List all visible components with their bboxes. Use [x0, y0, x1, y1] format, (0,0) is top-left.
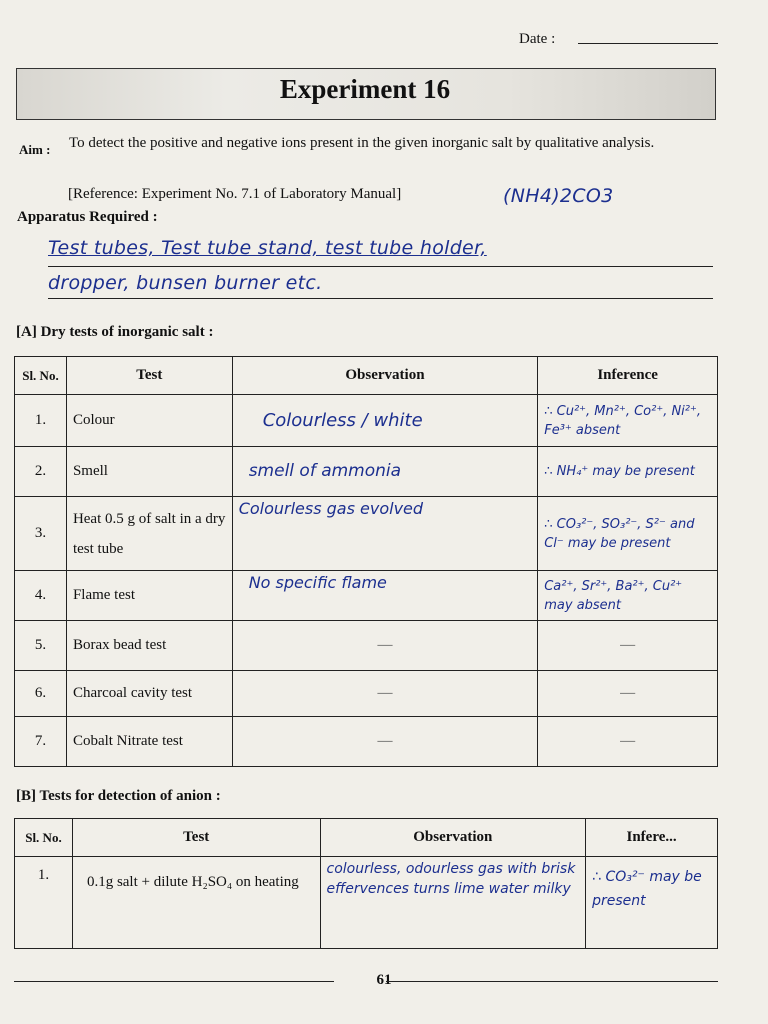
date-label: Date :: [519, 31, 556, 47]
row-number: 5.: [15, 621, 67, 671]
footer-rule-right: [386, 981, 718, 982]
table-header-row: [15, 819, 718, 857]
section-b-heading: [B] Tests for detection of anion :: [16, 788, 221, 804]
test-name: Charcoal cavity test: [66, 671, 232, 717]
table-header-row: [15, 357, 718, 395]
row-number: 6.: [15, 671, 67, 717]
observation-handwritten: No specific flame: [232, 571, 538, 621]
row-number: 4.: [15, 571, 67, 621]
apparatus-line-1: Test tubes, Test tube stand, test tube holder,: [48, 237, 487, 259]
page-number: 61: [376, 972, 392, 988]
inference-handwritten: Ca²⁺, Sr²⁺, Ba²⁺, Cu²⁺ may absent: [538, 571, 718, 621]
col-header-inference: Infere...: [586, 819, 718, 857]
inference-blank: —: [538, 621, 718, 671]
row-number: 2.: [15, 447, 67, 497]
col-header-observation: Observation: [232, 357, 538, 395]
col-header-test: Test: [72, 819, 320, 857]
row-number: 1.: [15, 857, 73, 949]
col-header-inference: Inference: [538, 357, 718, 395]
inference-handwritten: ∴ CO₃²⁻, SO₃²⁻, S²⁻ and Cl⁻ may be present: [538, 497, 718, 571]
row-number: 3.: [15, 497, 67, 571]
table-row: [15, 621, 718, 671]
table-row: [15, 497, 718, 571]
observation-handwritten: Colourless gas evolved: [232, 497, 538, 571]
table-row: [15, 395, 718, 447]
observation-blank: —: [232, 717, 538, 767]
row-number: 7.: [15, 717, 67, 767]
table-row: [15, 571, 718, 621]
anion-tests-table: [14, 818, 718, 949]
inference-handwritten: ∴ CO₃²⁻ may be present: [586, 857, 718, 949]
observation-handwritten: smell of ammonia: [232, 447, 538, 497]
inference-handwritten: ∴ Cu²⁺, Mn²⁺, Co²⁺, Ni²⁺, Fe³⁺ absent: [538, 395, 718, 447]
col-header-slno: Sl. No.: [15, 357, 67, 395]
table-row: [15, 447, 718, 497]
observation-blank: —: [232, 671, 538, 717]
aim-label: Aim :: [19, 142, 51, 157]
salt-formula-handwritten: (NH4)2CO3: [503, 185, 614, 207]
apparatus-rule-2: [48, 298, 713, 299]
reference-text: [Reference: Experiment No. 7.1 of Laboratory Manual]: [68, 186, 402, 202]
apparatus-rule-1: [48, 266, 713, 267]
test-name: Flame test: [66, 571, 232, 621]
inference-handwritten: ∴ NH₄⁺ may be present: [538, 447, 718, 497]
test-name: 0.1g salt + dilute H₂SO₄ on heating: [72, 857, 320, 949]
apparatus-line-2: dropper, bunsen burner etc.: [48, 272, 323, 294]
col-header-test: Test: [66, 357, 232, 395]
table-row: [15, 717, 718, 767]
aim-text: To detect the positive and negative ions present in the given inorganic salt by qualitative analysis.: [69, 135, 655, 151]
test-name: Cobalt Nitrate test: [66, 717, 232, 767]
inference-blank: —: [538, 717, 718, 767]
test-name: Smell: [66, 447, 232, 497]
row-number: 1.: [15, 395, 67, 447]
observation-handwritten: Colourless / white: [232, 395, 538, 447]
dry-tests-table: [14, 356, 718, 767]
test-name: Borax bead test: [66, 621, 232, 671]
observation-blank: —: [232, 621, 538, 671]
test-name: Heat 0.5 g of salt in a dry test tube: [66, 497, 232, 571]
col-header-slno: Sl. No.: [15, 819, 73, 857]
section-a-heading: [A] Dry tests of inorganic salt :: [16, 324, 214, 340]
experiment-title: Experiment 16: [279, 74, 451, 104]
table-row: [15, 671, 718, 717]
col-header-observation: Observation: [320, 819, 586, 857]
table-row: [15, 857, 718, 949]
test-name: Colour: [66, 395, 232, 447]
date-input-line: [578, 43, 718, 44]
observation-handwritten: colourless, odourless gas with brisk effervences turns lime water milky: [320, 857, 586, 949]
inference-blank: —: [538, 671, 718, 717]
apparatus-label: Apparatus Required :: [17, 209, 158, 225]
